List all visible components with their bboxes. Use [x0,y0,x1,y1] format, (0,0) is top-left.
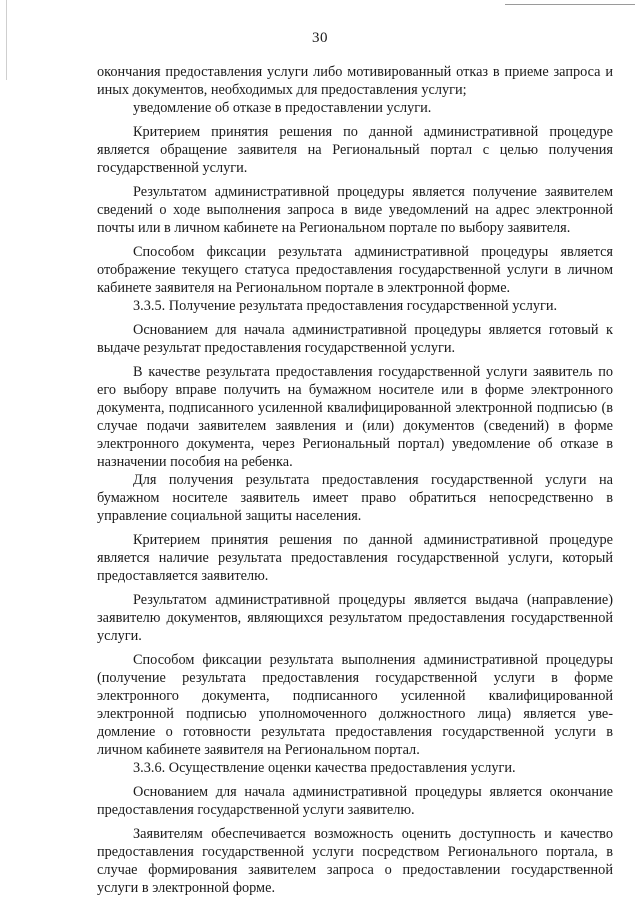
paragraph-decision-criterion-2: Критерием принятия решения по данной административной процедуре является наличие результата предоставления государственной услуги, который предоставляется заявителю. [97,532,613,584]
paragraph-procedure-result: Результатом административной процедуры является получение заявителем сведений о ходе выполнения запроса в виде уведомлений на адрес электронной почты или в личном кабинете на Региональном портале по выбору заявителя. [97,184,613,236]
paragraph-basis: Основанием для начала административной процедуры является готовый к выдаче результат предоставления государственной услуги. [97,322,613,356]
paragraph-refusal-notice: уведомление об отказе в предоставлении услуги. [133,100,432,116]
paragraph-continuation: окончания предоставления услуги либо мотивированный отказ в приеме запроса и иных документов, необходимых для предоставления услуги; [97,64,613,98]
paragraph-basis-2: Основанием для начала административной процедуры является окончание предоставления государственной услуги заявителю. [97,784,613,818]
scan-edge-mark [505,4,635,5]
paragraph-paper-result: Для получения результата предоставления государственной услуги на бумажном носителе заявитель имеет право обратиться непосредственно в управление социальной защиты населения. [97,472,613,524]
paragraph-fixation-method: Способом фиксации результата административной процедуры является отображение текущего статуса предоставления государственной услуги в личном кабинете заявителя на Региональном портале в электронной форме. [97,244,613,296]
page-number: 30 [312,30,328,46]
paragraph-quality-assessment: Заявителям обеспечивается возможность оценить доступность и качество предоставления государственной услуги посредством Регионального портала, в случае формирования заявителем запроса о предоставлении государственной услуги в электронной форме. [97,826,613,896]
paragraph-fixation-method-2: Способом фиксации результата выполнения административной процедуры (получение результата предоставления государственной услуги в форме электронного документа, подписанного усиленной квалифицированной электронной подписью уполномоченного должностного лица) является уведомление о готовности результата предоставления государственной услуги в личном кабинете заявителя на Региональном портал. [97,652,613,758]
paragraph-decision-criterion: Критерием принятия решения по данной административной процедуре является обращение заявителя на Региональный портал с целью получения государственной услуги. [97,124,613,176]
paragraph-procedure-result-2: Результатом административной процедуры является выдача (направление) заявителю документов, являющихся результатом предоставления государственной услуги. [97,592,613,644]
paragraph-result-options: В качестве результата предоставления государственной услуги заявитель по его выбору вправе получить на бумажном носителе или в форме электронного документа, подписанного усиленной квалифицированной электронной подписью (в случае подачи заявителем заявления и (или) документов (сведений) в форме электронного документа, через Региональный портал) уведомление об отказе в назначении пособия на ребенка. [97,364,613,470]
document-body [97,63,613,897]
section-heading-3-3-5: 3.3.5. Получение результата предоставления государственной услуги. [133,298,558,314]
section-heading-3-3-6: 3.3.6. Осуществление оценки качества предоставления услуги. [133,760,516,776]
